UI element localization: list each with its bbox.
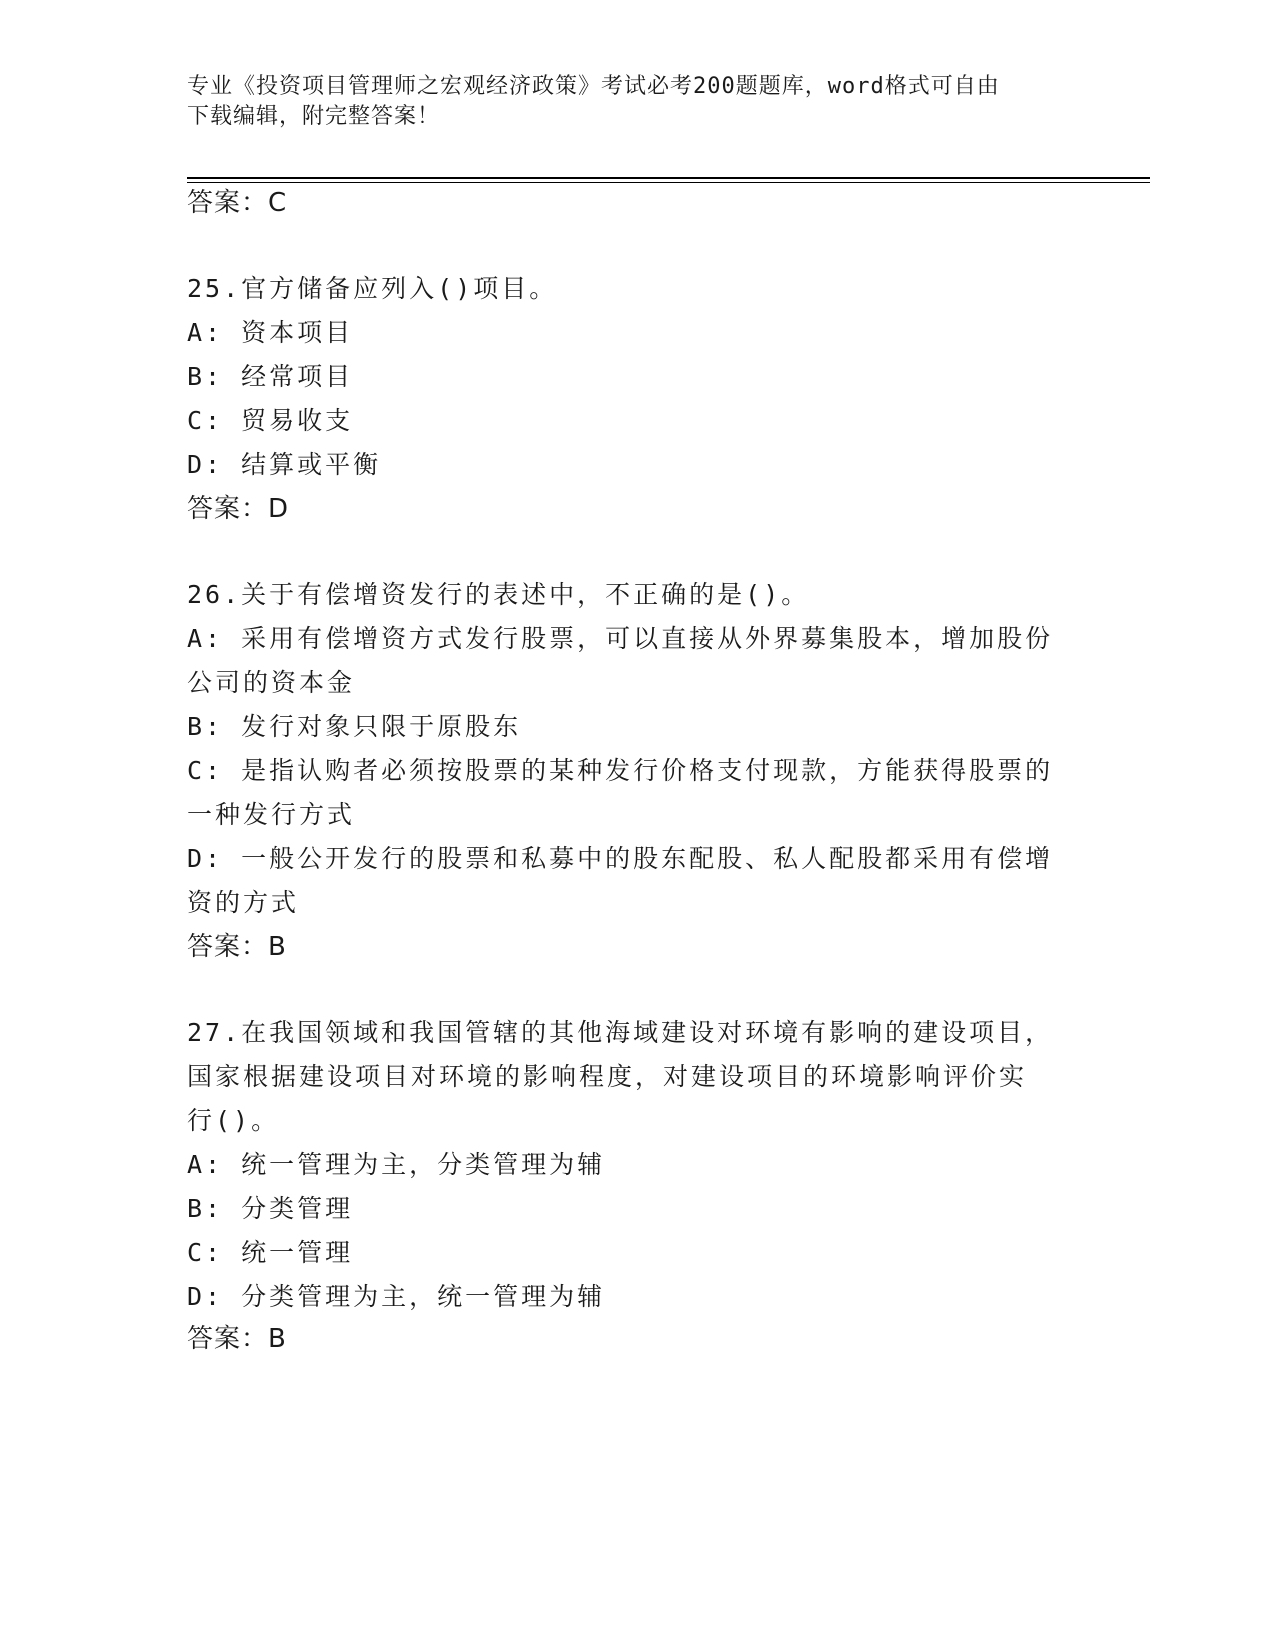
question-27-option-c: C: 统一管理 xyxy=(187,1238,354,1267)
header-line-2: 下载编辑，附完整答案！ xyxy=(187,104,441,129)
question-27-answer: 答案：B xyxy=(187,1324,287,1354)
question-27-option-b: B: 分类管理 xyxy=(187,1194,354,1223)
answer-prev: 答案：C xyxy=(187,188,288,218)
question-25-option-c: C: 贸易收支 xyxy=(187,406,354,435)
question-27-text-line3: 行()。 xyxy=(187,1106,280,1135)
header-divider-thick xyxy=(187,177,1150,179)
question-27-option-a: A: 统一管理为主，分类管理为辅 xyxy=(187,1150,606,1179)
question-26-text: 26.关于有偿增资发行的表述中，不正确的是()。 xyxy=(187,580,810,609)
question-26-option-c-line2: 一种发行方式 xyxy=(187,800,356,829)
document-header xyxy=(187,72,1067,132)
question-25-answer: 答案：D xyxy=(187,494,290,524)
header-divider-thin xyxy=(187,182,1150,183)
question-26-answer: 答案：B xyxy=(187,932,287,962)
question-26-option-a-line1: A: 采用有偿增资方式发行股票，可以直接从外界募集股本，增加股份 xyxy=(187,624,1054,653)
question-25-text: 25.官方储备应列入()项目。 xyxy=(187,274,558,303)
question-27-option-d: D: 分类管理为主，统一管理为辅 xyxy=(187,1282,606,1311)
question-26-option-a-line2: 公司的资本金 xyxy=(187,668,356,697)
question-26-option-d-line2: 资的方式 xyxy=(187,888,300,917)
question-25-option-b: B: 经常项目 xyxy=(187,362,354,391)
question-27-text-line1: 27.在我国领域和我国管辖的其他海域建设对环境有影响的建设项目， xyxy=(187,1018,1054,1047)
question-26-option-c-line1: C: 是指认购者必须按股票的某种发行价格支付现款，方能获得股票的 xyxy=(187,756,1054,785)
question-26-option-d-line1: D: 一般公开发行的股票和私募中的股东配股、私人配股都采用有偿增 xyxy=(187,844,1054,873)
question-26-option-b: B: 发行对象只限于原股东 xyxy=(187,712,522,741)
question-27-text-line2: 国家根据建设项目对环境的影响程度，对建设项目的环境影响评价实 xyxy=(187,1062,1028,1091)
question-25-option-a: A: 资本项目 xyxy=(187,318,354,347)
header-line-1: 专业《投资项目管理师之宏观经济政策》考试必考200题题库，word格式可自由 xyxy=(187,74,1000,99)
question-25-option-d: D: 结算或平衡 xyxy=(187,450,382,479)
